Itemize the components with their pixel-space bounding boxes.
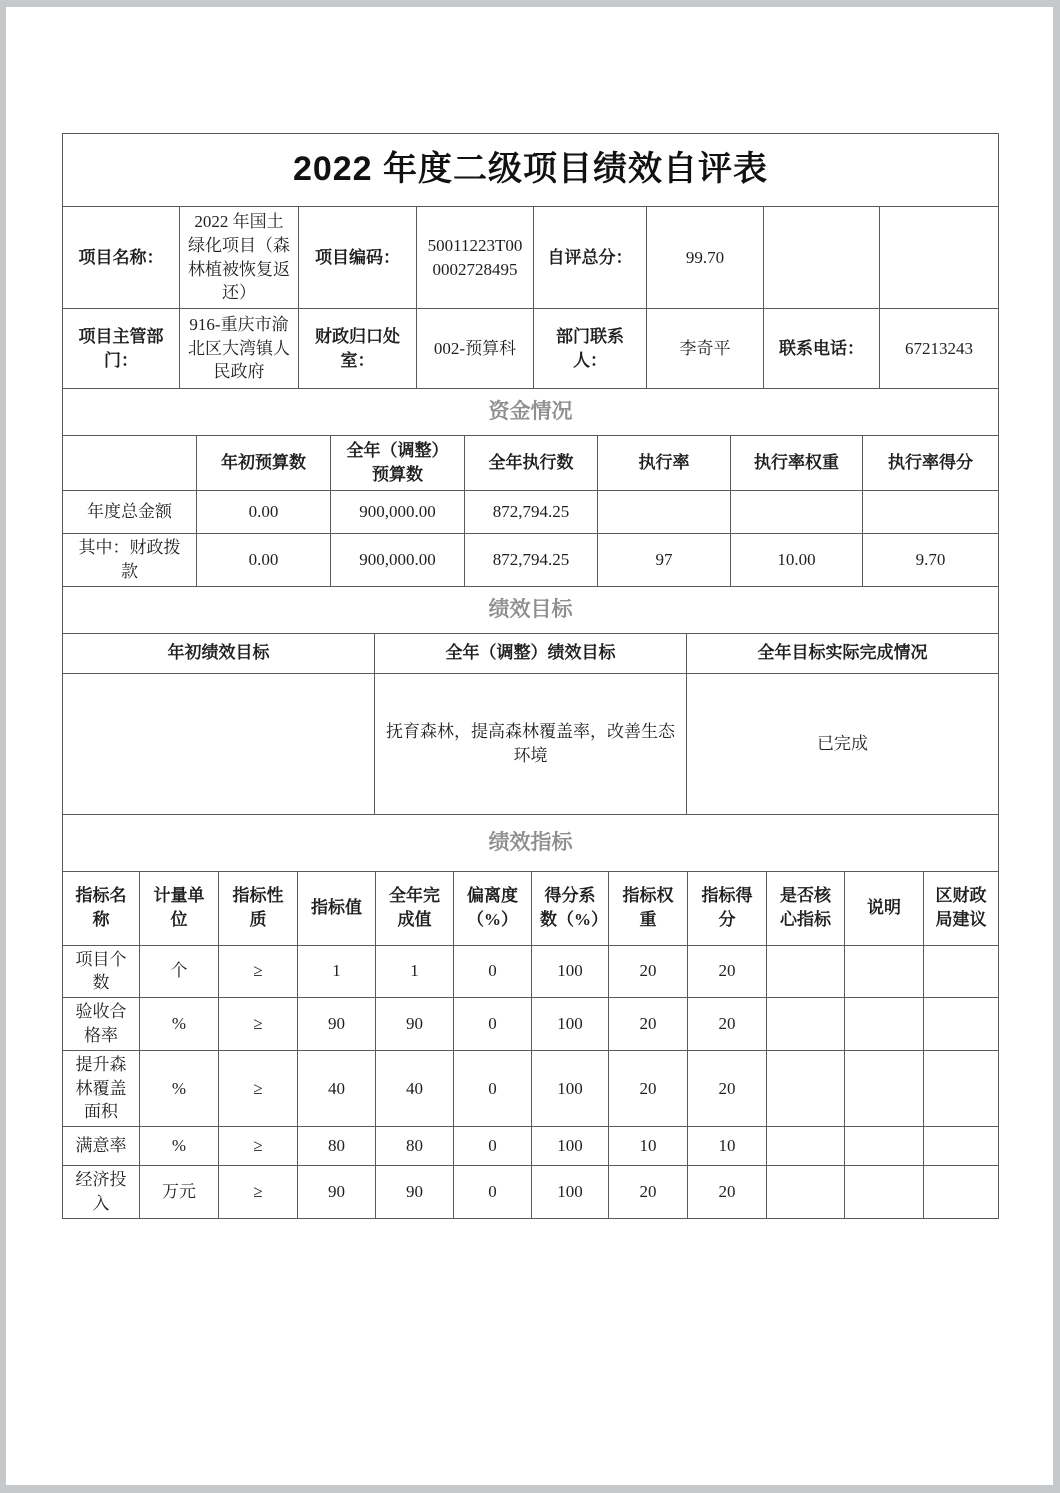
funding-cell: 0.00 [197, 491, 331, 534]
page-title: 2022 年度二级项目绩效自评表 [63, 134, 999, 207]
funding-header-rate-weight: 执行率权重 [731, 436, 863, 491]
indicator-cell: ≥ [219, 1050, 298, 1126]
indicator-cell: 20 [609, 1050, 688, 1126]
indicator-cell: 90 [298, 998, 376, 1051]
indicator-cell [767, 1127, 845, 1166]
indicator-cell: 20 [609, 1166, 688, 1219]
indicator-cell: 40 [298, 1050, 376, 1126]
indicator-header-name: 指标名称 [63, 871, 140, 945]
indicator-cell: 0 [454, 1050, 532, 1126]
title-row [63, 134, 999, 207]
indicator-cell [845, 1050, 924, 1126]
project-info-table [62, 206, 999, 389]
indicator-header-deviation: 偏离度（%） [454, 871, 532, 945]
indicator-cell [924, 1127, 999, 1166]
indicator-cell [924, 1166, 999, 1219]
funding-header-executed: 全年执行数 [465, 436, 598, 491]
phone-value: 67213243 [880, 309, 999, 389]
indicator-cell [767, 945, 845, 998]
indicator-cell: ≥ [219, 1127, 298, 1166]
funding-cell: 其中：财政拨款 [63, 534, 197, 587]
indicator-cell: 20 [688, 1166, 767, 1219]
indicator-cell: 个 [140, 945, 219, 998]
indicator-row [63, 998, 999, 1051]
section-title-goals: 绩效目标 [63, 586, 999, 633]
indicator-cell: 90 [376, 1166, 454, 1219]
indicator-cell: 0 [454, 1127, 532, 1166]
goals-header-adjusted: 全年（调整）绩效目标 [375, 633, 687, 673]
indicator-cell: 项目个数 [63, 945, 140, 998]
indicator-cell: 20 [688, 998, 767, 1051]
funding-cell: 97 [598, 534, 731, 587]
goals-header-initial: 年初绩效目标 [63, 633, 375, 673]
indicator-cell [767, 1050, 845, 1126]
indicator-cell: 20 [609, 998, 688, 1051]
indicator-header-core: 是否核心指标 [767, 871, 845, 945]
title-table [62, 133, 999, 207]
indicator-cell: ≥ [219, 998, 298, 1051]
indicator-header-note: 说明 [845, 871, 924, 945]
indicator-row [63, 1050, 999, 1126]
funding-header-empty [63, 436, 197, 491]
project-name-value: 2022 年国土绿化项目（森林植被恢复返还） [180, 207, 299, 309]
indicator-cell [924, 1050, 999, 1126]
info-empty-cell-1 [764, 207, 880, 309]
indicators-table [62, 871, 999, 1219]
indicator-cell: 100 [532, 1127, 609, 1166]
funding-table [62, 435, 999, 587]
funding-cell: 872,794.25 [465, 491, 598, 534]
indicator-cell: 满意率 [63, 1127, 140, 1166]
indicator-cell: 万元 [140, 1166, 219, 1219]
indicator-cell [845, 998, 924, 1051]
finance-office-value: 002-预算科 [417, 309, 534, 389]
indicator-cell: ≥ [219, 945, 298, 998]
goals-cell-adjusted: 抚育森林，提高森林覆盖率，改善生态环境 [375, 673, 687, 814]
indicator-cell: 80 [298, 1127, 376, 1166]
indicators-section-band [62, 814, 999, 872]
dept-label: 项目主管部门： [63, 309, 180, 389]
indicator-cell: % [140, 1127, 219, 1166]
info-empty-cell-2 [880, 207, 999, 309]
indicator-row [63, 1166, 999, 1219]
indicators-band-row [63, 814, 999, 871]
self-score-label: 自评总分： [534, 207, 647, 309]
contact-value: 李奇平 [647, 309, 764, 389]
indicator-cell: 1 [298, 945, 376, 998]
goals-cell-completion: 已完成 [687, 673, 999, 814]
indicator-cell: 100 [532, 998, 609, 1051]
indicator-cell: 90 [298, 1166, 376, 1219]
indicator-cell [767, 998, 845, 1051]
indicator-cell: 0 [454, 945, 532, 998]
indicator-cell: 90 [376, 998, 454, 1051]
indicator-header-target: 指标值 [298, 871, 376, 945]
indicator-row [63, 945, 999, 998]
funding-band-row [63, 389, 999, 436]
section-title-indicators: 绩效指标 [63, 814, 999, 871]
project-name-label: 项目名称： [63, 207, 180, 309]
funding-cell [731, 491, 863, 534]
indicator-header-score: 指标得分 [688, 871, 767, 945]
indicator-cell: 100 [532, 1166, 609, 1219]
funding-header-adjusted-budget: 全年（调整）预算数 [331, 436, 465, 491]
indicator-cell: 100 [532, 1050, 609, 1126]
indicator-header-weight: 指标权重 [609, 871, 688, 945]
goals-content-row [63, 673, 999, 814]
project-code-value: 50011223T000002728495 [417, 207, 534, 309]
indicator-header-completed: 全年完成值 [376, 871, 454, 945]
self-score-value: 99.70 [647, 207, 764, 309]
goals-cell-initial [63, 673, 375, 814]
indicator-header-nature: 指标性质 [219, 871, 298, 945]
indicator-cell: 提升森林覆盖面积 [63, 1050, 140, 1126]
indicator-cell: 10 [688, 1127, 767, 1166]
indicators-header-row [63, 871, 999, 945]
funding-cell: 9.70 [863, 534, 999, 587]
indicator-cell: 20 [688, 945, 767, 998]
indicator-cell: 40 [376, 1050, 454, 1126]
goals-section-band [62, 586, 999, 634]
funding-cell: 0.00 [197, 534, 331, 587]
indicator-cell: 20 [688, 1050, 767, 1126]
indicator-cell [924, 945, 999, 998]
indicator-cell [924, 998, 999, 1051]
project-info-row-1 [63, 207, 999, 309]
funding-header-execution-rate: 执行率 [598, 436, 731, 491]
funding-section-band [62, 388, 999, 436]
funding-header-row [63, 436, 999, 491]
project-code-label: 项目编码： [299, 207, 417, 309]
indicator-cell: 10 [609, 1127, 688, 1166]
indicator-cell: 20 [609, 945, 688, 998]
funding-cell: 10.00 [731, 534, 863, 587]
goals-header-completion: 全年目标实际完成情况 [687, 633, 999, 673]
section-title-funding: 资金情况 [63, 389, 999, 436]
indicator-header-unit: 计量单位 [140, 871, 219, 945]
funding-cell: 900,000.00 [331, 534, 465, 587]
indicator-cell: 0 [454, 998, 532, 1051]
indicator-cell: 验收合格率 [63, 998, 140, 1051]
project-info-row-2 [63, 309, 999, 389]
indicator-cell: 100 [532, 945, 609, 998]
evaluation-form [62, 133, 999, 1219]
indicator-cell [845, 1166, 924, 1219]
phone-label: 联系电话： [764, 309, 880, 389]
goals-band-row [63, 586, 999, 633]
indicator-cell: 80 [376, 1127, 454, 1166]
indicator-cell: 经济投入 [63, 1166, 140, 1219]
indicator-cell [767, 1166, 845, 1219]
funding-cell [598, 491, 731, 534]
funding-header-initial-budget: 年初预算数 [197, 436, 331, 491]
indicator-cell: 1 [376, 945, 454, 998]
funding-row-fiscal [63, 534, 999, 587]
indicator-cell [845, 1127, 924, 1166]
goals-table [62, 633, 999, 815]
indicator-header-score-coef: 得分系数（%） [532, 871, 609, 945]
indicator-cell [845, 945, 924, 998]
funding-cell: 872,794.25 [465, 534, 598, 587]
indicator-cell: ≥ [219, 1166, 298, 1219]
funding-row-total [63, 491, 999, 534]
funding-cell [863, 491, 999, 534]
dept-value: 916-重庆市渝北区大湾镇人民政府 [180, 309, 299, 389]
funding-header-rate-score: 执行率得分 [863, 436, 999, 491]
document-page [6, 7, 1053, 1485]
funding-cell: 年度总金额 [63, 491, 197, 534]
finance-office-label: 财政归口处室： [299, 309, 417, 389]
indicator-cell: 0 [454, 1166, 532, 1219]
indicator-cell: % [140, 1050, 219, 1126]
contact-label: 部门联系人： [534, 309, 647, 389]
indicator-header-bureau-advice: 区财政局建议 [924, 871, 999, 945]
funding-cell: 900,000.00 [331, 491, 465, 534]
indicator-cell: % [140, 998, 219, 1051]
indicator-row [63, 1127, 999, 1166]
goals-header-row [63, 633, 999, 673]
